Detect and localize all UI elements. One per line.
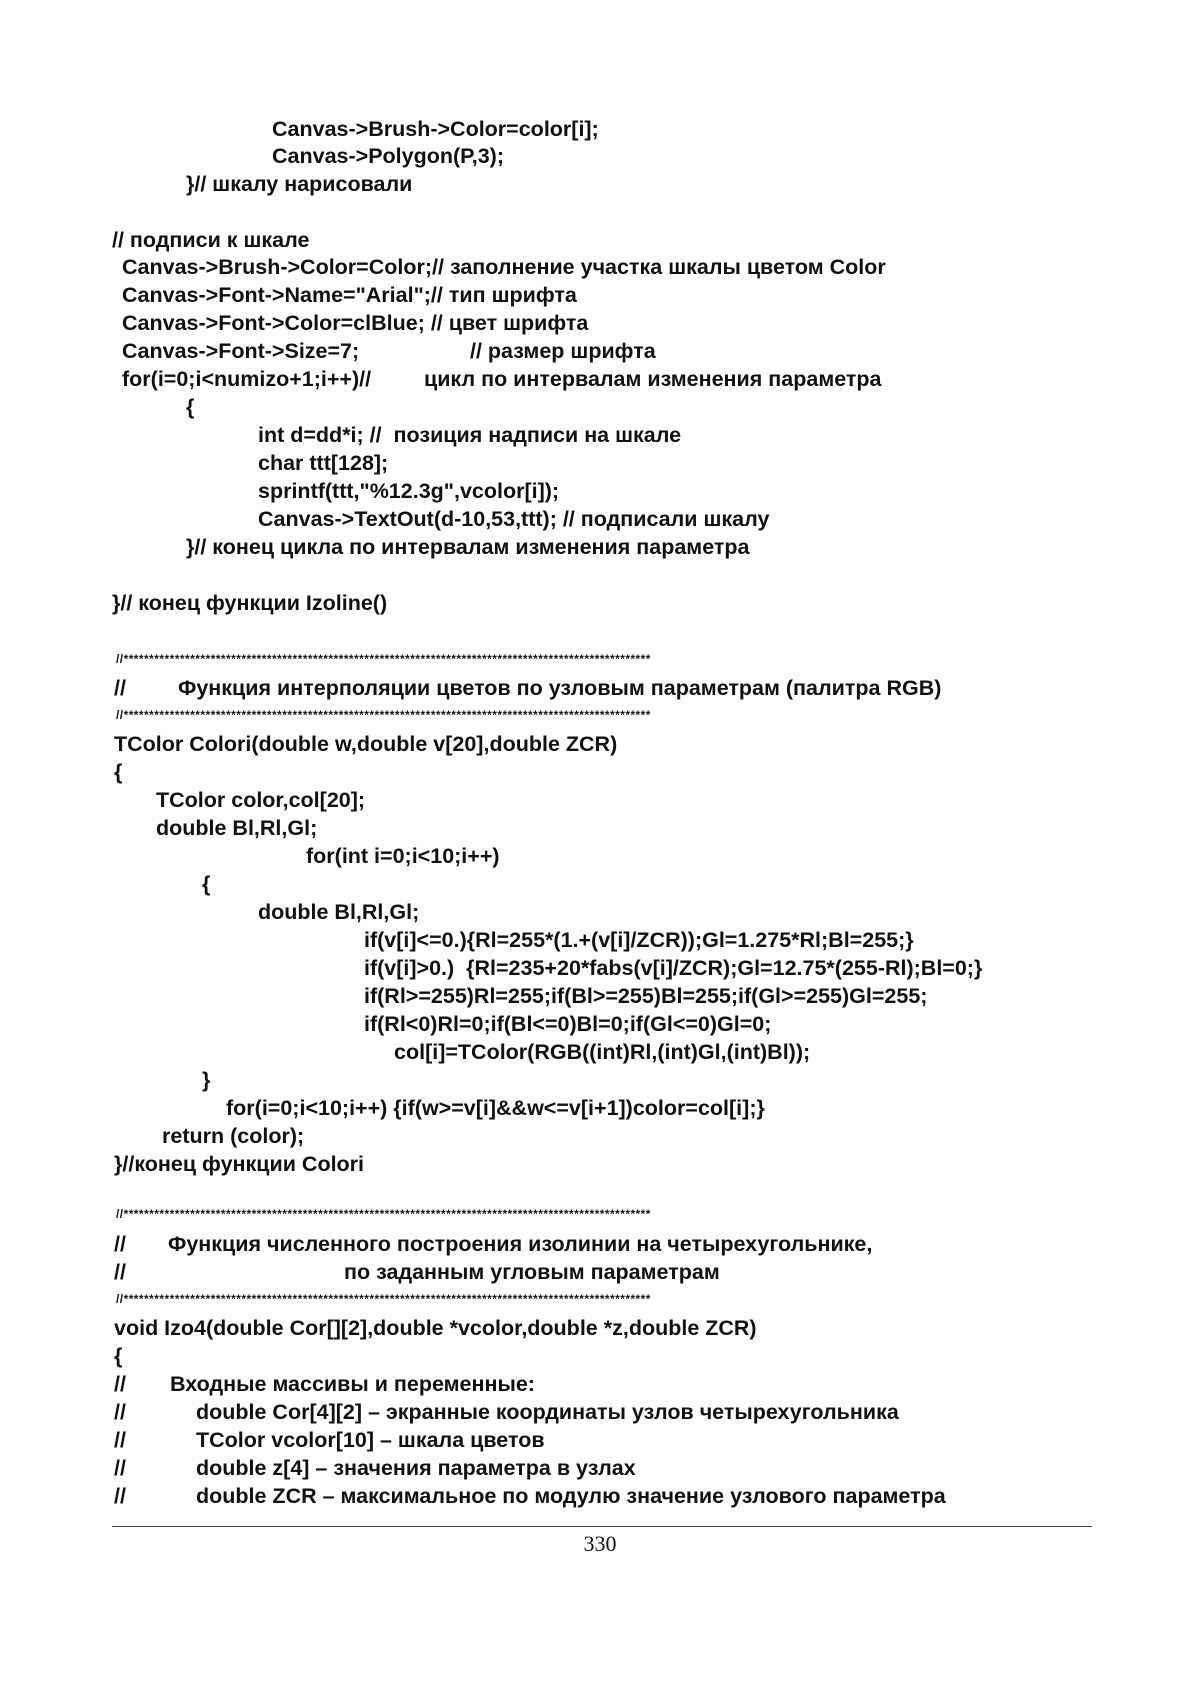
code-comment: //	[114, 1232, 126, 1256]
code-line: {	[202, 872, 211, 896]
code-comment: //	[114, 1372, 126, 1396]
function-signature: TColor Colori(double w,double v[20],double ZCR)	[114, 732, 618, 756]
code-line: {	[114, 1344, 123, 1368]
code-line: Canvas->Font->Name="Arial";// тип шрифта	[122, 283, 577, 307]
separator-line: //*******************************************************************************************************	[116, 1207, 651, 1221]
code-line: char ttt[128];	[258, 451, 389, 475]
code-line: if(Rl>=255)Rl=255;if(Bl>=255)Bl=255;if(Gl>=255)Gl=255;	[364, 984, 928, 1008]
code-comment: // размер шрифта	[470, 339, 656, 363]
section-heading: Функция численного построения изолинии на четырехугольнике,	[168, 1232, 873, 1256]
code-line: if(Rl<0)Rl=0;if(Bl<=0)Bl=0;if(Gl<=0)Gl=0;	[364, 1012, 772, 1036]
code-line: sprintf(ttt,"%12.3g",vcolor[i]);	[258, 479, 560, 503]
code-line: Canvas->TextOut(d-10,53,ttt); // подписали шкалу	[258, 507, 770, 531]
code-line: double Bl,Rl,Gl;	[258, 900, 420, 924]
code-line: }// конец функции Izoline()	[112, 591, 388, 615]
code-comment: //	[114, 1260, 126, 1284]
code-line: Canvas->Font->Color=clBlue; // цвет шрифта	[122, 311, 589, 335]
code-line: int d=dd*i; // позиция надписи на шкале	[258, 423, 682, 447]
function-signature: void Izo4(double Cor[][2],double *vcolor,double *z,double ZCR)	[114, 1316, 757, 1340]
code-line: }// конец цикла по интервалам изменения параметра	[186, 535, 750, 559]
code-line: col[i]=TColor(RGB((int)Rl,(int)Gl,(int)Bl));	[394, 1040, 811, 1064]
code-line: if(v[i]<=0.){Rl=255*(1.+(v[i]/ZCR));Gl=1.275*Rl;Bl=255;}	[364, 928, 914, 952]
code-line: }//конец функции Colori	[114, 1152, 365, 1176]
code-line: if(v[i]>0.) {Rl=235+20*fabs(v[i]/ZCR);Gl=12.75*(255-Rl);Bl=0;}	[364, 956, 983, 980]
code-comment: double z[4] – значения параметра в узлах	[196, 1456, 636, 1480]
code-line: for(i=0;i<10;i++) {if(w>=v[i]&&w<=v[i+1])color=col[i];}	[226, 1096, 765, 1120]
code-comment: Входные массивы и переменные:	[170, 1372, 535, 1396]
code-comment: // подписи к шкале	[112, 228, 310, 252]
code-line: {	[186, 395, 195, 419]
code-line: for(i=0;i<numizo+1;i++)//	[122, 367, 372, 391]
code-comment: //	[114, 676, 126, 700]
code-line: TColor color,col[20];	[156, 788, 366, 812]
code-line: {	[114, 760, 123, 784]
code-line: Canvas->Brush->Color=Color;// заполнение участка шкалы цветом Color	[122, 255, 886, 279]
code-line: Canvas->Brush->Color=color[i];	[272, 117, 599, 141]
code-comment: double ZCR – максимальное по модулю значение узлового параметра	[196, 1484, 946, 1508]
code-line: return (color);	[162, 1124, 305, 1148]
code-line: Canvas->Polygon(P,3);	[272, 144, 504, 168]
section-heading: по заданным угловым параметрам	[344, 1260, 720, 1284]
code-line: }// шкалу нарисовали	[186, 172, 413, 196]
separator-line: //*******************************************************************************************************	[116, 1292, 651, 1306]
code-comment: цикл по интервалам изменения параметра	[424, 367, 882, 391]
code-comment: //	[114, 1428, 126, 1452]
code-line: }	[202, 1068, 211, 1092]
code-comment: //	[114, 1400, 126, 1424]
code-comment: //	[114, 1484, 126, 1508]
separator-line: //*******************************************************************************************************	[116, 652, 651, 666]
code-line: Canvas->Font->Size=7;	[122, 339, 360, 363]
code-comment: //	[114, 1456, 126, 1480]
footer-rule	[112, 1526, 1092, 1527]
code-line: for(int i=0;i<10;i++)	[306, 844, 500, 868]
separator-line: //*******************************************************************************************************	[116, 708, 651, 722]
section-heading: Функция интерполяции цветов по узловым параметрам (палитра RGB)	[178, 676, 942, 700]
page-number: 330	[583, 1531, 617, 1556]
code-comment: double Cor[4][2] – экранные координаты узлов четырехугольника	[196, 1400, 899, 1424]
code-line: double Bl,Rl,Gl;	[156, 816, 318, 840]
code-comment: TColor vcolor[10] – шкала цветов	[196, 1428, 545, 1452]
